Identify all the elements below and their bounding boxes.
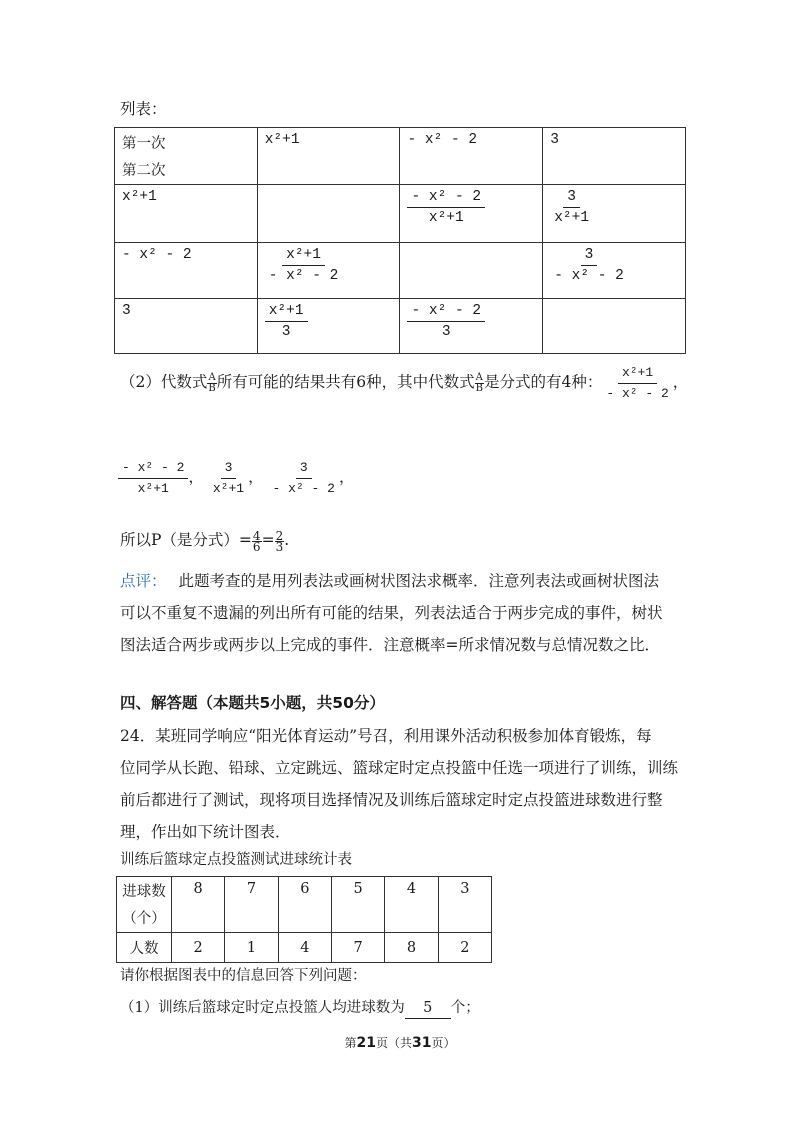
equals-sign: = bbox=[261, 531, 275, 549]
table-cell: $\frac{3}{\text{x²+1}}$ bbox=[543, 185, 686, 243]
first-draw-label: 第一次 bbox=[122, 136, 166, 152]
table-cell: $\frac{\text{- x² - 2}}{3}$ bbox=[400, 299, 543, 354]
people-row-label: 人数 bbox=[117, 933, 172, 963]
col-header-1: x²+1 bbox=[257, 128, 400, 185]
part2-line bbox=[120, 360, 688, 404]
footer-pre: 第 bbox=[344, 1036, 357, 1050]
fraction-result: $\frac{3}{\text{- x² - 2}}$ bbox=[272, 459, 335, 496]
table-cell: $\frac{\text{x²+1}}{3}$ bbox=[257, 299, 400, 354]
comment-line-3: 图法适合两步或两步以上完成的事件．注意概率=所求情况数与总情况数之比． bbox=[120, 636, 660, 654]
comma: ， bbox=[338, 468, 355, 486]
table-cell bbox=[543, 299, 686, 354]
q24-line-4: 理，作出如下统计图表． bbox=[120, 823, 291, 841]
stats-table bbox=[116, 876, 492, 963]
sub-question-1-end: 个； bbox=[450, 1000, 480, 1016]
fraction-result: $\frac{\text{- x² - 2}}{\text{x²+1}}$ bbox=[118, 460, 188, 497]
total-pages: 31 bbox=[412, 1035, 432, 1051]
people-cell: 8 bbox=[385, 933, 438, 963]
part2-text1: （2）代数式 bbox=[120, 373, 208, 391]
probability-text: 所以P（是分式）= bbox=[120, 531, 252, 549]
comma: ， bbox=[672, 373, 689, 391]
goals-cell: 3 bbox=[438, 877, 491, 933]
result-table bbox=[114, 127, 686, 354]
goals-label-a: 进球数 bbox=[122, 884, 166, 900]
people-cell: 1 bbox=[225, 933, 278, 963]
fraction-a-over-b: $\frac{A}{B}$ bbox=[208, 371, 216, 394]
row-header-2: - x² - 2 bbox=[115, 243, 258, 299]
stats-table-title: 训练后篮球定点投篮测试进球统计表 bbox=[120, 852, 352, 868]
sub-question-1-answer: 5 bbox=[405, 998, 451, 1019]
table-cell: $\frac{3}{\text{- x² - 2}}$ bbox=[543, 243, 686, 299]
row-header-1: x²+1 bbox=[115, 185, 258, 243]
col-header-2: - x² - 2 bbox=[400, 128, 543, 185]
table-cell bbox=[400, 243, 543, 299]
q24-line-2: 位同学从长跑、铅球、立定跳远、篮球定时定点投篮中任选一项进行了训练，训练 bbox=[120, 759, 679, 777]
fraction-result: $\frac{3}{\text{x²+1}}$ bbox=[212, 459, 245, 496]
fraction-a-over-b: $\frac{A}{B}$ bbox=[475, 371, 483, 394]
fraction-results-line bbox=[118, 452, 354, 502]
comma: ， bbox=[248, 468, 264, 486]
table-cell: $\frac{\text{x²+1}}{\text{- x² - 2}}$ bbox=[257, 243, 400, 299]
goals-cell: 6 bbox=[278, 877, 331, 933]
row-header-3: 3 bbox=[115, 299, 258, 354]
table-cell: $\frac{\text{- x² - 2}}{\text{x²+1}}$ bbox=[400, 185, 543, 243]
comment-text: 此题考查的是用列表法或画树状图法求概率．注意列表法或画树状图法 bbox=[178, 572, 660, 590]
goals-cell: 7 bbox=[225, 877, 278, 933]
sub-question-1-text: （1）训练后篮球定时定点投篮人均进球数为 bbox=[120, 1000, 405, 1016]
people-cell: 2 bbox=[438, 933, 491, 963]
goals-cell: 4 bbox=[385, 877, 438, 933]
table-header-corner bbox=[115, 128, 258, 185]
people-cell: 4 bbox=[278, 933, 331, 963]
goals-row-label bbox=[117, 877, 172, 933]
comma: ， bbox=[188, 468, 204, 486]
footer-post: 页） bbox=[431, 1036, 456, 1050]
goals-cell: 5 bbox=[331, 877, 384, 933]
comment-line-1 bbox=[120, 571, 659, 591]
footer-mid: 页（共 bbox=[375, 1036, 412, 1050]
comment-line-2: 可以不重复不遗漏的列出所有可能的结果，列表法适合于两步完成的事件，树状 bbox=[120, 604, 663, 622]
col-header-3: 3 bbox=[543, 128, 686, 185]
list-label: 列表： bbox=[120, 100, 167, 118]
page-footer bbox=[0, 1034, 800, 1051]
fraction-result: $\frac{\text{x²+1}}{\text{- x² - 2}}$ bbox=[606, 364, 669, 401]
fraction-4-6: $\frac{4}{6}$ bbox=[252, 528, 261, 554]
goals-label-b: （个） bbox=[122, 911, 166, 927]
q24-line-1: 24．某班同学响应“阳光体育运动”号召，利用课外活动积极参加体育锻炼，每 bbox=[120, 727, 652, 745]
q24-line-3: 前后都进行了测试，现将项目选择情况及训练后篮球定时定点投篮进球数进行整 bbox=[120, 791, 663, 809]
people-cell: 2 bbox=[172, 933, 225, 963]
page-number: 21 bbox=[356, 1035, 376, 1051]
fraction-2-3: $\frac{2}{3}$ bbox=[275, 528, 284, 554]
period: . bbox=[284, 531, 290, 549]
second-draw-label: 第二次 bbox=[122, 163, 166, 179]
people-cell: 7 bbox=[331, 933, 384, 963]
sub-question-1 bbox=[120, 998, 480, 1019]
goals-cell: 8 bbox=[172, 877, 225, 933]
section-title: 四、解答题（本题共5小题，共50分） bbox=[120, 694, 385, 712]
comment-label: 点评： bbox=[120, 572, 167, 590]
question-prompt: 请你根据图表中的信息回答下列问题： bbox=[120, 968, 367, 984]
probability-line bbox=[120, 522, 289, 558]
part2-text3: 是分式的有4种： bbox=[483, 373, 603, 391]
part2-text2: 所有可能的结果共有6种，其中代数式 bbox=[216, 373, 475, 391]
table-cell bbox=[257, 185, 400, 243]
